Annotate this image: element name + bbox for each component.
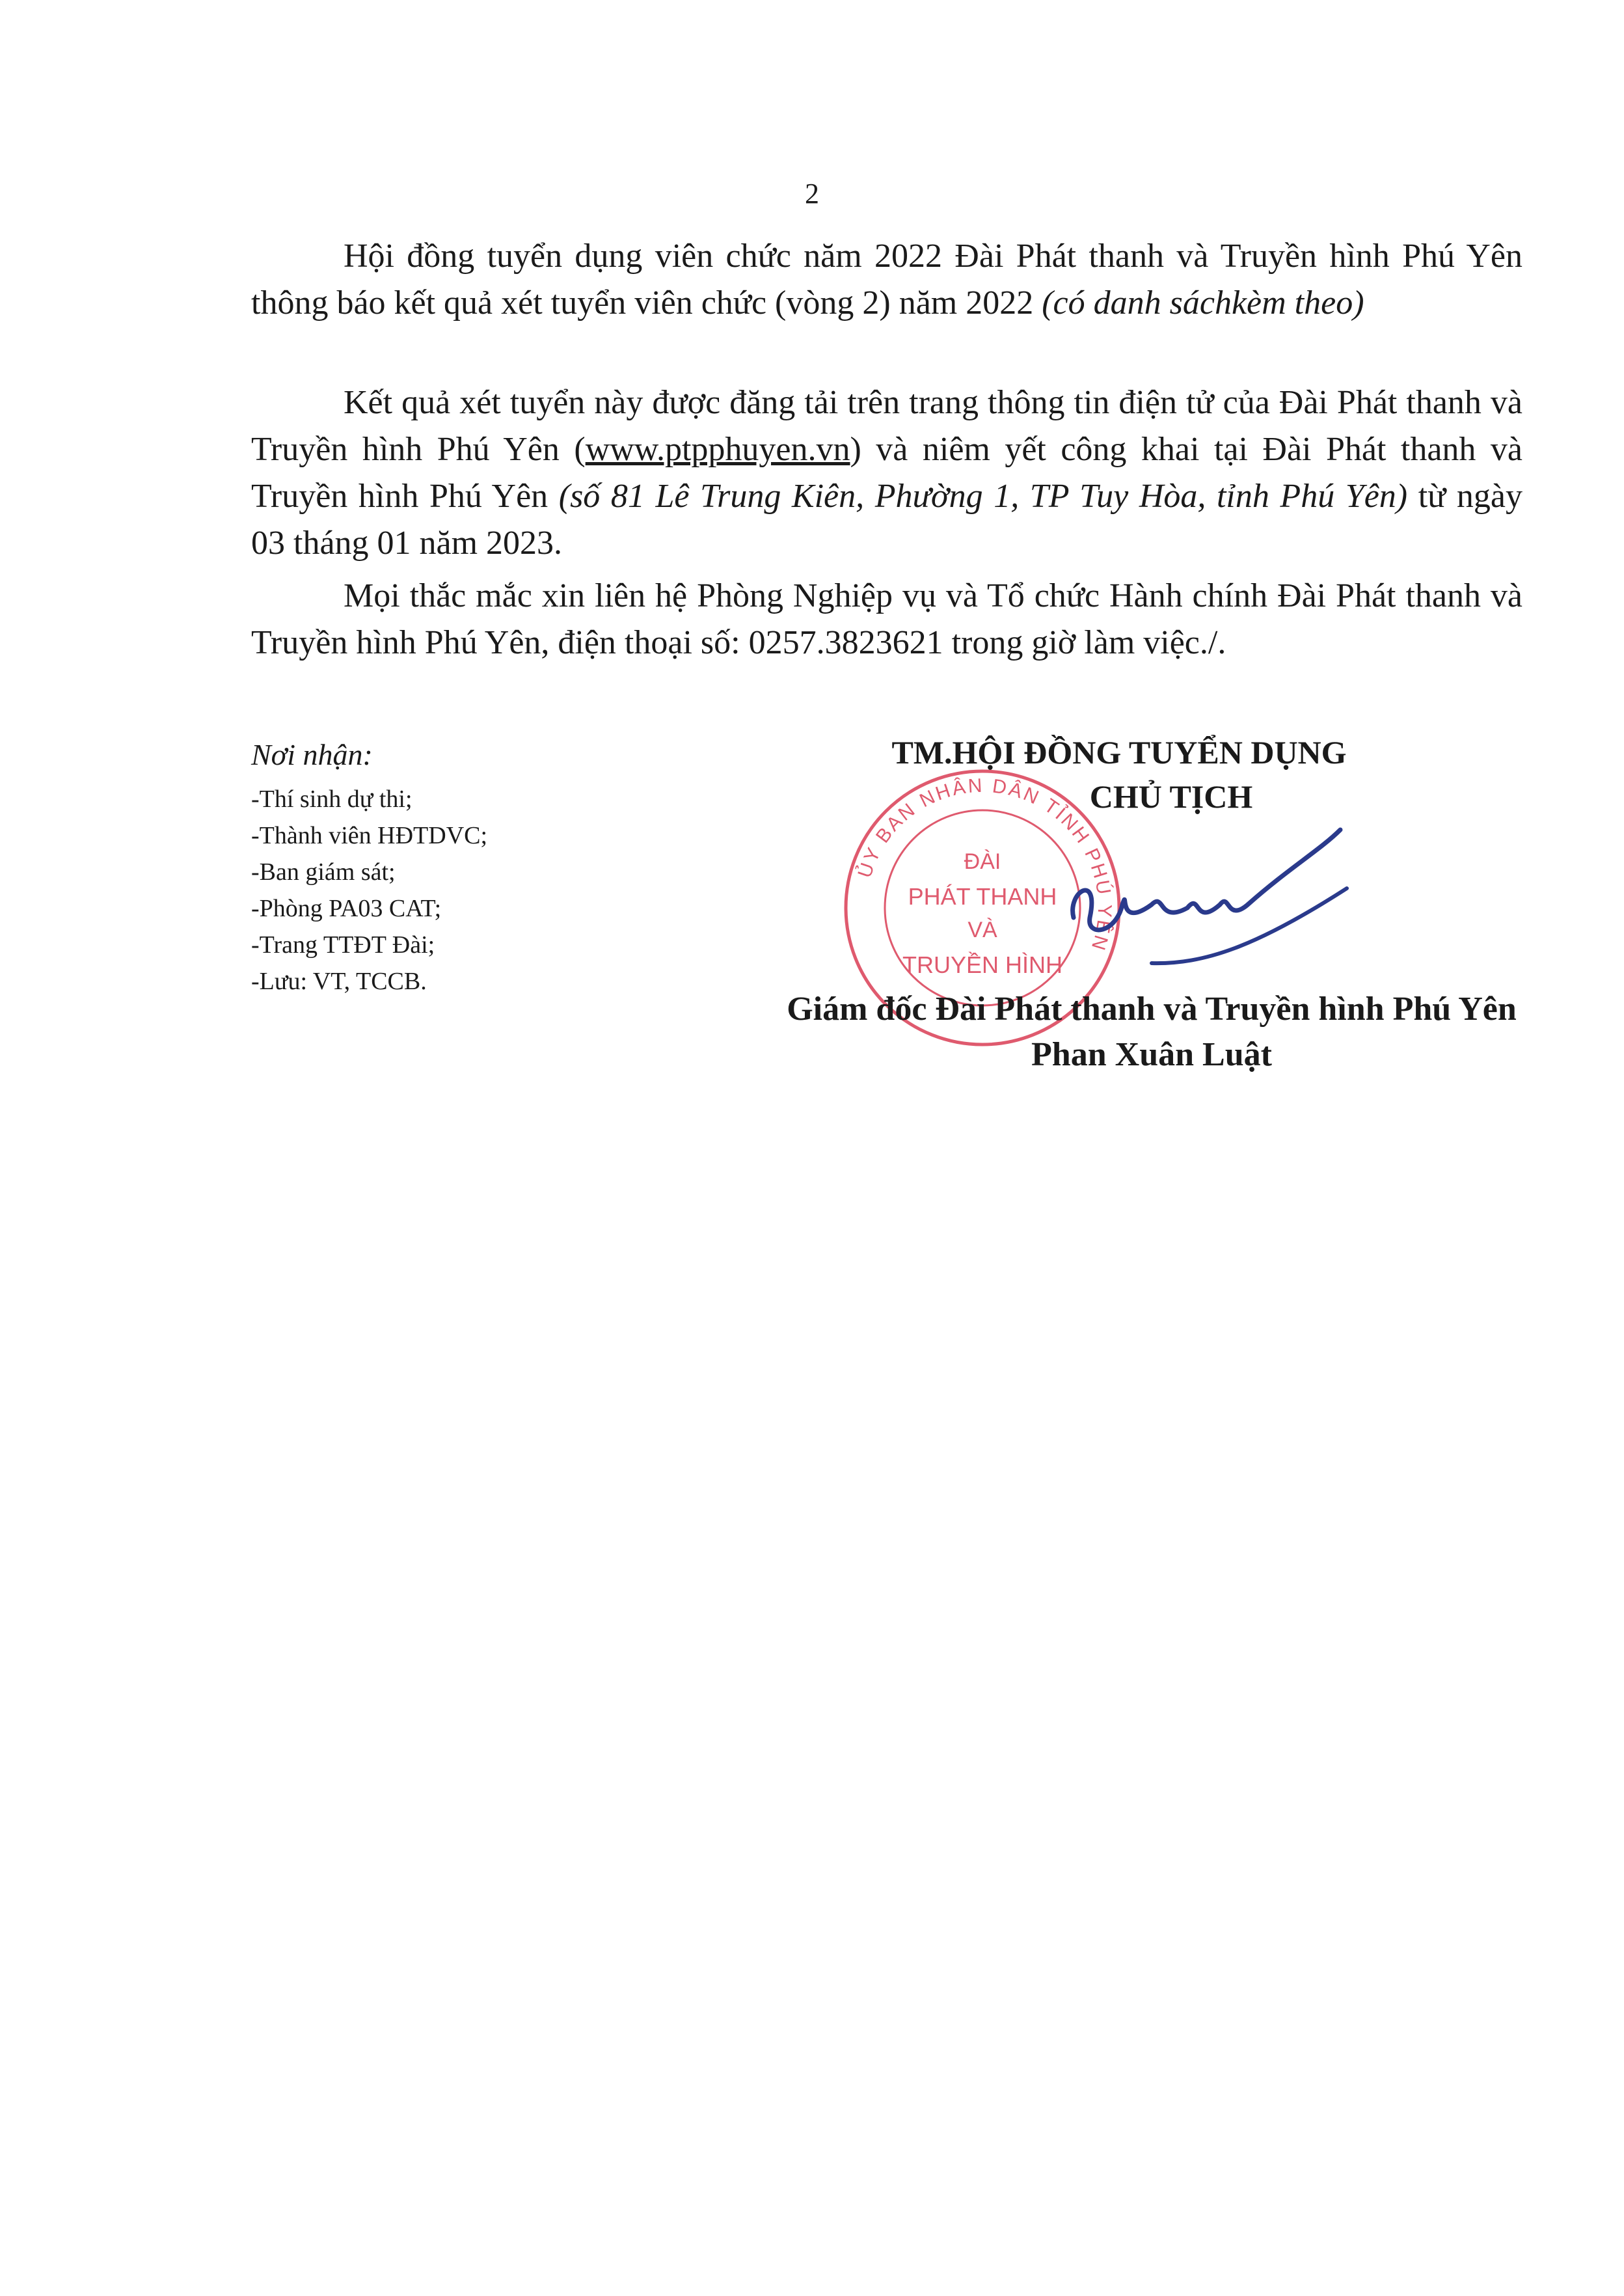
recipient-item: -Thí sinh dự thi; bbox=[251, 786, 413, 813]
seal-line4: TRUYỀN HÌNH bbox=[902, 951, 1063, 978]
paragraph-contact: Mọi thắc mắc xin liên hệ Phòng Nghiệp vụ và Tổ chức Hành chính Đài Phát thanh và Truyền hình Phú Yên, điện thoại số: 0257.3823621 trong giờ làm việc./. bbox=[251, 577, 1522, 661]
recipient-item: -Phòng PA03 CAT; bbox=[251, 895, 442, 922]
paragraph-publication-text-b: ) và niêm yết công khai tại Đài Phát thanh và Truyền hình Phú Yên bbox=[251, 431, 1523, 515]
recipients-block bbox=[251, 735, 837, 1000]
recipient-item: -Thành viên HĐTDVC; bbox=[251, 822, 488, 849]
recipient-item: -Lưu: VT, TCCB. bbox=[251, 968, 427, 995]
seal-line1: ĐÀI bbox=[964, 849, 1001, 874]
signer-name: Phan Xuân Luật bbox=[1031, 1036, 1272, 1073]
signer-position: Giám đốc Đài Phát thanh và Truyền hình Phú Yên bbox=[787, 991, 1517, 1028]
signature-role: CHỦ TỊCH bbox=[1089, 778, 1253, 815]
seal-line3: VÀ bbox=[968, 918, 997, 942]
paragraph-publication-text-a: Kết quả xét tuyển này được đăng tải trên trang thông tin điện tử của Đài Phát thanh và Truyền hình Phú Yên ( bbox=[251, 384, 1522, 468]
recipient-item: -Ban giám sát; bbox=[251, 858, 396, 886]
website-link[interactable]: www.ptpphuyen.vn bbox=[585, 431, 850, 468]
paragraph-publication-text-c: từ ngày 03 tháng 01 năm 2023. bbox=[251, 478, 1522, 562]
seal-outer-text: ỦY BAN NHÂN DÂN TỈNH PHÚ YÊN bbox=[854, 774, 1116, 955]
recipients-heading: Nơi nhận: bbox=[251, 738, 373, 771]
signature-underline bbox=[1152, 888, 1347, 963]
paragraph-publication bbox=[251, 379, 1522, 567]
handwritten-signature bbox=[1054, 820, 1360, 983]
paragraph-announcement-text: Hội đồng tuyển dụng viên chức năm 2022 Đài Phát thanh và Truyền hình Phú Yên thông báo kết quả xét tuyển viên chức (vòng 2) năm 2022 bbox=[251, 238, 1522, 321]
attachment-note: (có danh sáchkèm theo) bbox=[1042, 284, 1364, 321]
address-note: (số 81 Lê Trung Kiên, Phường 1, TP Tuy Hòa, tỉnh Phú Yên) bbox=[558, 478, 1408, 515]
signature-title: TM.HỘI ĐỒNG TUYỂN DỤNG bbox=[891, 734, 1347, 771]
paragraph-announcement bbox=[251, 233, 1522, 327]
page-number: 2 bbox=[805, 178, 819, 210]
recipient-item: -Trang TTĐT Đài; bbox=[251, 931, 435, 959]
seal-line2: PHÁT THANH bbox=[908, 883, 1057, 910]
